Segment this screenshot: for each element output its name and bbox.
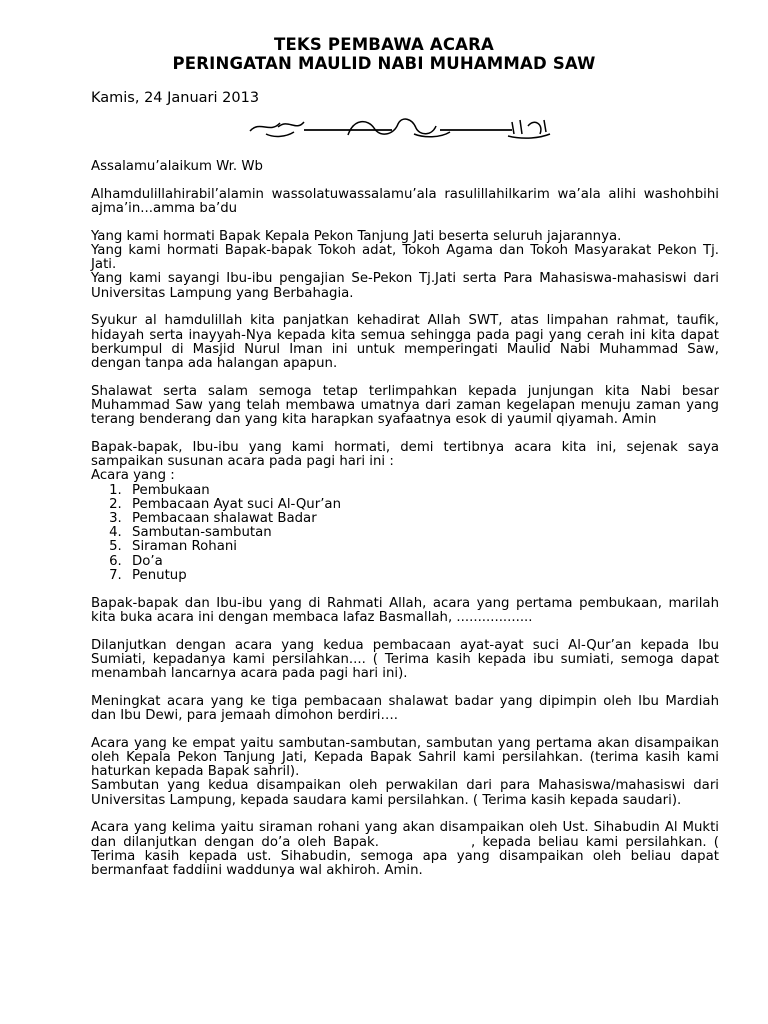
opening-praise: Alhamdulillahirabil’alamin wassolatuwassalamu’ala rasulillahilkarim wa’ala alihi washohbihi ajma’in...amma ba’du [91,186,719,216]
agenda-intro: Bapak-bapak, Ibu-ibu yang kami hormati, demi tertibnya acara kita ini, sejenak saya sampaikan susunan acara pada pagi hari ini : [91,440,719,470]
siraman-text-a: Acara yang kelima yaitu siraman rohani yang akan disampaikan oleh Ust. Sihabudin Al Mukti dan dilanjutkan dengan do’a oleh Bapak. [91,820,719,850]
greeting: Assalamu’alaikum Wr. Wb [91,159,263,174]
document-title: TEKS PEMBAWA ACARA [273,35,495,54]
siraman-paragraph [91,821,719,878]
shalawat-paragraph: Shalawat serta salam semoga tetap terlimpahkan kepada junjungan kita Nabi besar Muhammad Saw yang telah membawa umatnya dari zaman kegelapan menuju zaman yang terang benderang dan yang kita harapkan syafaatnya esok di yaumil qiyamah. Amin [91,383,719,428]
shalawat-badar-paragraph: Meningkat acara yang ke tiga pembacaan shalawat badar yang dipimpin oleh Ibu Mardiah dan Ibu Dewi, para jemaah dimohon berdiri…. [91,693,719,724]
agenda-item: 3. Pembacaan shalawat Badar [126,512,719,526]
agenda-item: 5. Siraman Rohani [126,540,719,554]
agenda-item: 6. Do’a [126,555,719,569]
honorific-1: Yang kami hormati Bapak Kepala Pekon Tanjung Jati beserta seluruh jajarannya. [91,228,622,244]
syukur-paragraph: Syukur al hamdulillah kita panjatkan kehadirat Allah SWT, atas limpahan rahmat, taufik, hidayah serta inayyah-Nya kepada kita semua sehingga pada pagi yang cerah ini kita dapat berkumpul di Masjid Nurul Iman ini untuk memperingati Maulid Nabi Muhammad Saw, dengan tanpa ada halangan apapun. [91,313,719,372]
document-body [91,160,719,878]
document-date: Kamis, 24 Januari 2013 [91,90,260,106]
agenda-label: Acara yang : [91,468,175,484]
agenda-item: 2. Pembacaan Ayat suci Al-Qur’an [126,498,719,512]
siraman-text-b: , kepada beliau kami persilahkan. ( Terima kasih kepada ust. Sihabudin, semoga apa yang disampaikan oleh beliau dapat bermanfaat faddiini waddunya wal akhiroh. Amin. [91,834,719,879]
agenda-list [91,484,719,583]
pembukaan-paragraph: Bapak-bapak dan Ibu-ibu yang di Rahmati Allah, acara yang pertama pembukaan, marilah kita buka acara ini dengan membaca lafaz Basmallah, .................. [91,595,719,625]
sambutan-paragraph-2: Sambutan yang kedua disampaikan oleh perwakilan dari para Mahasiswa/mahasiswi dari Universitas Lampung, kepada saudara kami persilahkan. ( Terima kasih kepada saudari). [91,778,719,808]
agenda-item: 1. Pembukaan [126,484,719,498]
sambutan-paragraph-1: Acara yang ke empat yaitu sambutan-sambutan, sambutan yang pertama akan disampaikan oleh Kepala Pekon Tanjung Jati, Kepada Bapak Sahril kami persilahkan. (terima kasih kami haturkan kepada Bapak sahril). [91,735,719,780]
honorific-3: Yang kami sayangi Ibu-ibu pengajian Se-Pekon Tj.Jati serta Para Mahasiswa-mahasiswi dari Universitas Lampung yang Berbahagia. [91,271,719,301]
agenda-item: 7. Penutup [126,569,719,583]
agenda-item: 4. Sambutan-sambutan [126,526,719,540]
document-subtitle: PERINGATAN MAULID NABI MUHAMMAD SAW [172,54,596,73]
quran-paragraph: Dilanjutkan dengan acara yang kedua pembacaan ayat-ayat suci Al-Qur’an kepada Ibu Sumiati, kepadanya kami persilahkan.... ( Terima kasih kepada ibu sumiati, semoga dapat menambah lancarnya acara pada pagi hari ini). [91,637,719,682]
honorific-2: Yang kami hormati Bapak-bapak Tokoh adat, Tokoh Agama dan Tokoh Masyarakat Pekon Tj. Jati. [91,243,719,273]
basmalah-calligraphy-icon [244,114,556,140]
